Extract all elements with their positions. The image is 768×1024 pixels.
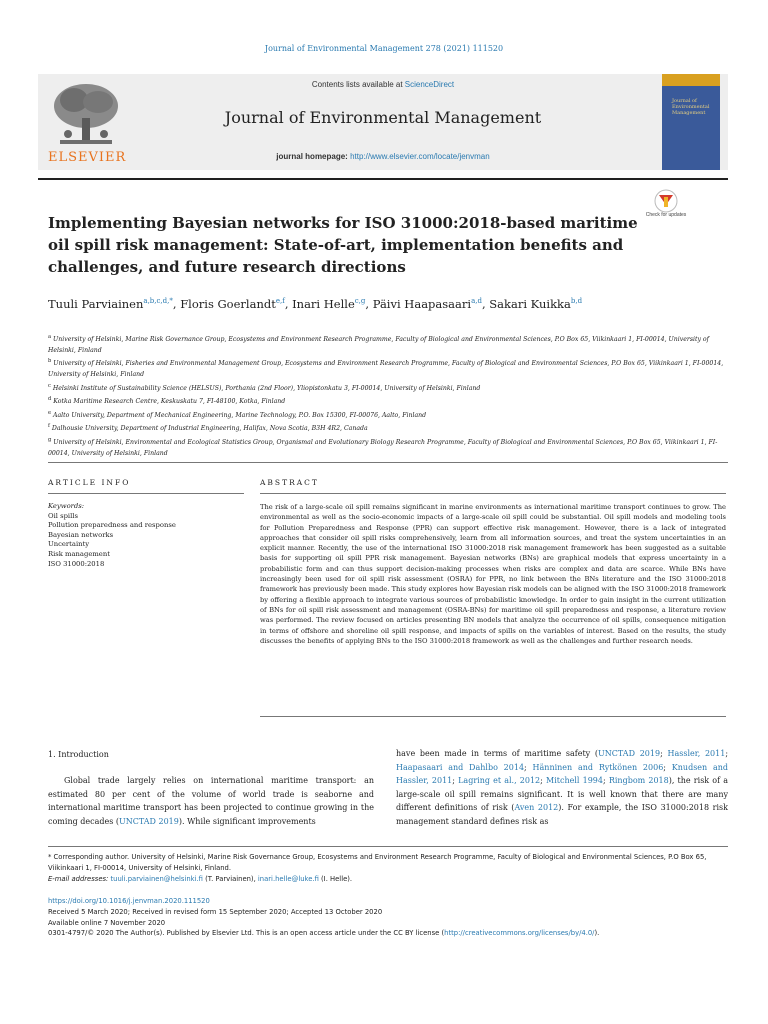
check-for-updates-icon[interactable]: [645, 188, 687, 232]
author-name[interactable]: Inari Helle: [292, 296, 355, 311]
author-list: Tuuli Parviainen$^{a,b,c,d,*}$, Floris Goerlandt$^{e,f}$, Inari Helle$^{c,g}$, Päivi Haapasaari$^{a,d}$, Sakari Kuikka$^{b,d}$: [48, 296, 583, 311]
citation-link[interactable]: Ringbom 2018: [608, 776, 669, 786]
abstract-heading: ABSTRACT: [260, 478, 319, 487]
corresponding-author-note: * Corresponding author. University of Helsinki, Marine Risk Governance Group, Ecosystems and Environment Research Programme, Faculty of Biological and Environmental Sciences, P.O Box 65, Viikinkaari 1, FI-00014, University of Helsinki, Finland.: [48, 853, 707, 872]
license-link[interactable]: http://creativecommons.org/licenses/by/4.0/: [444, 929, 595, 938]
license-line: 0301-4797/© 2020 The Author(s). Published by Elsevier Ltd. This is an open access article under the CC BY license (http://creativecommons.org/licenses/by/4.0/).: [48, 929, 600, 938]
citation-link[interactable]: Lagring et al., 2012: [458, 776, 541, 786]
affiliation-item: $^g$ University of Helsinki, Environmental and Ecological Statistics Group, Organismal and Evolutionary Biology Research Programme, Faculty of Biological and Environmental Sciences, P.O Box 65, Viikinkaari 1, FI-00014, University of Helsinki, Finland: [48, 437, 718, 457]
footnote-divider: [48, 846, 728, 847]
keyword[interactable]: Pollution preparedness and response: [48, 521, 176, 530]
email-line: E-mail addresses: tuuli.parviainen@helsinki.fi (T. Parviainen), inari.helle@luke.fi (I. Helle).: [48, 874, 353, 883]
affiliations: [48, 332, 728, 459]
cover-title: Journal of Environmental Management: [672, 98, 710, 116]
journal-masthead: [38, 74, 728, 170]
article-info-rule: [48, 493, 244, 494]
citation-link[interactable]: Hänninen and Rytkönen 2006: [532, 762, 664, 772]
affiliation-item: $^b$ University of Helsinki, Fisheries and Environmental Management Group, Ecosystems and Environment Research Programme, Faculty of Biological and Environmental Sciences, P.O Box 65, Viikinkaari 1, FI-00014, University of Helsinki, Finland: [48, 358, 724, 378]
author-affiliation-marks[interactable]: e,f: [275, 297, 285, 305]
citation-link[interactable]: Knudsen and Hassler, 2011: [396, 762, 729, 786]
keyword[interactable]: Uncertainty: [48, 540, 90, 549]
citation-link[interactable]: UNCTAD 2019: [598, 749, 661, 758]
affiliation-item: $^d$ Kotka Maritime Research Centre, Keskuskatu 7, FI-48100, Kotka, Finland: [48, 396, 286, 406]
keyword[interactable]: Oil spills: [48, 511, 78, 520]
keywords-label: Keywords:: [48, 502, 85, 510]
sciencedirect-link[interactable]: ScienceDirect: [404, 80, 455, 89]
author-name[interactable]: Floris Goerlandt: [180, 296, 276, 311]
email-link[interactable]: tuuli.parviainen@helsinki.fi: [110, 874, 203, 883]
affiliation-item: $^c$ Helsinki Institute of Sustainability Science (HELSUS), Porthania (2nd Floor), Yliopistonkatu 3, FI-00014, University of Helsinki, Finland: [48, 382, 481, 392]
introduction-heading: 1. Introduction: [48, 750, 109, 759]
publication-info: [48, 896, 728, 939]
abstract-rule: [260, 493, 726, 494]
author-name[interactable]: Päivi Haapasaari: [372, 296, 472, 311]
author-name[interactable]: Tuuli Parviainen: [48, 296, 144, 311]
citation-link[interactable]: UNCTAD 2019: [119, 816, 179, 826]
received-dates: Received 5 March 2020; Received in revised form 15 September 2020; Accepted 13 October 2020: [48, 907, 383, 916]
author-affiliation-marks[interactable]: b,d: [570, 297, 583, 305]
intro-column-left: Global trade largely relies on international maritime transport: an estimated 80 per cent of the volume of world trade is seaborne and international maritime transport has been projected to continue growing in the coming decades (UNCTAD 2019). While significant improvements: [48, 776, 374, 826]
author-affiliation-marks[interactable]: a,d: [471, 297, 482, 305]
elsevier-wordmark: ELSEVIER: [48, 150, 127, 165]
article-title: Implementing Bayesian networks for ISO 31000:2018-based maritime oil spill risk management: State-of-art, implementation benefits and challenges, and future research directions: [48, 214, 638, 276]
citation-link[interactable]: Haapasaari and Dahlbo 2014: [396, 762, 525, 772]
footnotes: [48, 852, 728, 884]
journal-title: Journal of Environmental Management: [224, 108, 542, 127]
affiliation-item: $^e$ Aalto University, Department of Mechanical Engineering, Marine Technology, P.O. Box 15300, FI-00076, Aalto, Finland: [48, 409, 427, 419]
email-link[interactable]: inari.helle@luke.fi: [257, 874, 319, 883]
keyword[interactable]: Bayesian networks: [48, 530, 114, 539]
journal-cover-thumbnail[interactable]: [662, 74, 720, 170]
homepage-link[interactable]: http://www.elsevier.com/locate/jenvman: [350, 152, 490, 161]
abstract-bottom-rule: [260, 716, 726, 717]
email-label: E-mail addresses:: [48, 874, 111, 883]
homepage-line: [38, 152, 728, 161]
keyword[interactable]: ISO 31000:2018: [48, 559, 105, 568]
intro-column-right: have been made in terms of maritime safety (UNCTAD 2019; Hassler, 2011; Haapasaari and Dahlbo 2014; Hänninen and Rytkönen 2006; Knudsen and Hassler, 2011; Lagring et al., 2012; Mitchell 1994; Ringbom 2018), the risk of a large-scale oil spill remains significant. It is well known that there are many different definitions of risk (Aven 2012). For example, the ISO 31000:2018 risk management standard defines risk as: [396, 749, 729, 826]
header-rule: [38, 178, 728, 180]
author-affiliation-marks[interactable]: c,g: [354, 297, 366, 305]
author-affiliation-marks[interactable]: a,b,c,d,*: [143, 297, 173, 305]
contents-prefix: Contents lists available at: [311, 80, 405, 89]
affiliation-item: $^f$ Dalhousie University, Department of Industrial Engineering, Halifax, Nova Scotia, B3H 4R2, Canada: [48, 423, 368, 433]
keyword[interactable]: Risk management: [48, 549, 110, 558]
homepage-label: journal homepage:: [276, 152, 351, 161]
doi-link[interactable]: https://doi.org/10.1016/j.jenvman.2020.111520: [48, 897, 210, 905]
journal-citation[interactable]: Journal of Environmental Management 278 (2021) 111520: [264, 44, 504, 53]
keywords-block: [48, 502, 238, 569]
abstract-text: The risk of a large-scale oil spill remains significant in marine environments as international maritime transport continues to grow. The environmental as well as the socio-economic impacts of a large-scale oil spill could be substantial. Oil spill models and modeling tools for Pollution Preparedness and Response (PPR) can support effective risk management. However, there is a lack of integrated approaches that consider oil spill risks comprehensively, learn from all information sources, and treat the system uncertainties in an explicit manner. Recently, the use of the international ISO 31000:2018 risk management framework has been suggested as a suitable basis for supporting oil spill PPR risk management. Bayesian networks (BNs) are graphical models that express uncertainty in a probabilistic form and can thus support decision-making processes when risks are complex and data are scarce. While BNs have increasingly been used for oil spill risk assessment (OSRA) for PPR, no link between the BNs literature and the ISO 31000:2018 framework has previously been made. This study explores how Bayesian risk models can be aligned with the ISO 31000:2018 framework by offering a flexible approach to integrate various sources of probabilistic knowledge. In order to gain insight in the current utilization of BNs for oil spill risk assessment and management (OSRA-BNs) for maritime oil spill preparedness and response, a literature review was performed. The review focused on articles presenting BN models that analyze the occurrence of oil spills, consequence mitigation in terms of offshore and shoreline oil spill response, and impacts of spills on the variables of interest. Based on the results, the study discusses the benefits of applying BNs to the ISO 31000:2018 framework as well as the challenges and further research needs.: [260, 503, 726, 645]
citation-link[interactable]: Hassler, 2011: [667, 749, 726, 758]
affiliation-divider: [48, 462, 728, 463]
citation-link[interactable]: Mitchell 1994: [546, 776, 603, 786]
affiliation-item: $^a$ University of Helsinki, Marine Risk Governance Group, Ecosystems and Environment Research Programme, Faculty of Biological and Environmental Sciences, P.O Box 65, Viikinkaari 1, FI-00014, University of Helsinki, Finland: [48, 334, 709, 354]
online-date: Available online 7 November 2020: [48, 918, 166, 927]
author-name[interactable]: Sakari Kuikka: [489, 296, 571, 311]
check-for-updates-label[interactable]: Check for updates: [645, 212, 687, 218]
article-info-heading: ARTICLE INFO: [48, 478, 131, 487]
citation-link[interactable]: Aven 2012: [514, 803, 559, 813]
contents-line: [38, 80, 728, 89]
